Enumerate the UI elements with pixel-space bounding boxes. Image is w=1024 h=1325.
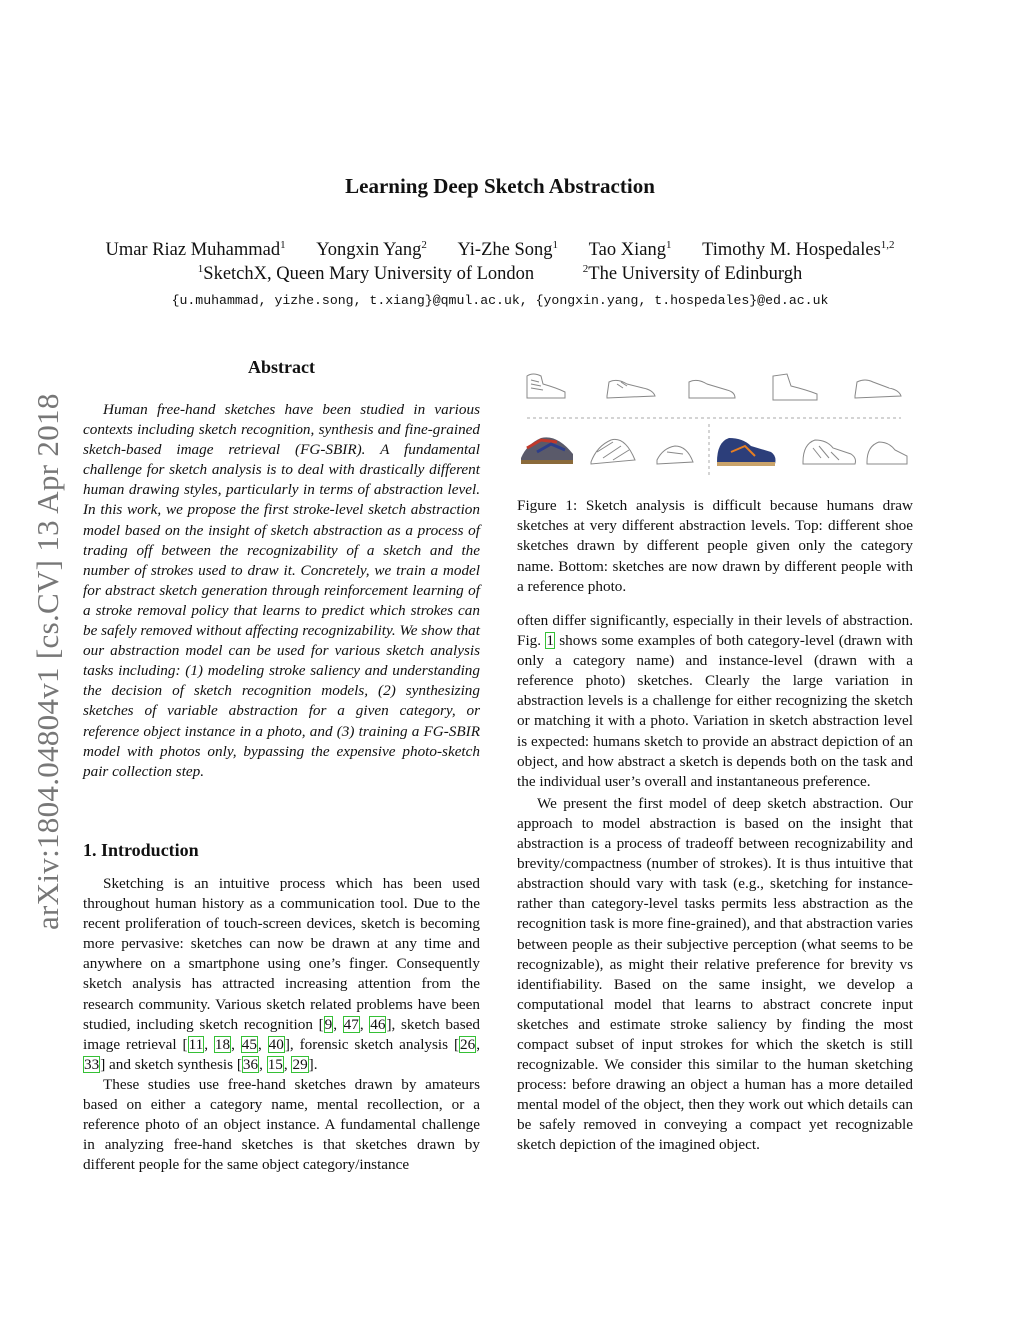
citation-link[interactable]: 9	[324, 1015, 333, 1033]
abstract-text	[83, 400, 480, 782]
author-list	[0, 240, 1000, 261]
photo-sneaker-icon	[717, 438, 776, 466]
author-4: Tao Xiang$^1$	[588, 238, 672, 260]
affiliations	[0, 264, 1000, 285]
intro-paragraph-3: often differ significantly, especially in their levels of abstraction. Fig. 1 shows some examples of both category-level (drawn with only a category name) and instance-level (drawn with a reference photo) sketches. Clearly the large variation in abstraction levels is a challenge for either recognizing the sketch or matching it with a photo. Variation in sketch abstraction level is expected: humans sketch to provide an abstract depiction of an object, and how abstract a sketch is depends both on the task and the individual user’s overall and instantaneous preference.	[517, 612, 913, 790]
citation-link[interactable]: 45	[241, 1035, 257, 1053]
intro-paragraph-2: These studies use free-hand sketches drawn by amateurs based on either a category name, mental recollection, or a reference photo of an object instance. A fundamental challenge in analyzing free-hand sketches is that sketches drawn by different people for the same object category/instance	[83, 1075, 480, 1174]
citation-link[interactable]: 18	[214, 1035, 231, 1053]
figure-reference-link[interactable]: 1	[546, 632, 554, 650]
citation-link[interactable]: 46	[370, 1015, 386, 1033]
intro-text	[83, 874, 480, 1175]
sketch-low-shoe-icon	[855, 380, 901, 398]
citation-link[interactable]: 11	[188, 1035, 204, 1053]
sketch-sneaker-icon	[607, 380, 655, 398]
abstract-paragraph: Human free-hand sketches have been studied in various contexts including sketch recognition, synthesis and fine-grained sketch-based image retrieval (FG-SBIR). A fundamental challenge for sketch analysis is to deal with drastically different human drawing styles, particularly in terms of abstraction level. In this work, we propose the first stroke-level sketch abstraction model based on the insight of sketch abstraction as a process of trading off between the recognizability of a sketch and the number of strokes used to draw it. Concretely, we train a model for abstract sketch generation through reinforcement learning of a stroke removal policy that learns to predict which strokes can be safely removed without affecting recognizability. We show that our abstraction model can be used for various sketch analysis tasks including: (1) modeling stroke saliency and understanding the decision of sketch recognition models, (2) synthesizing sketches of variable abstraction for a given category, or reference object instance in a photo, and (3) training a FG-SBIR model with photos only, bypassing the expensive photo-sketch pair collection step.	[83, 401, 480, 780]
citation-link[interactable]: 26	[460, 1035, 476, 1053]
citation-link[interactable]: 36	[242, 1055, 259, 1073]
intro-paragraph-4: We present the first model of deep sketch abstraction. Our approach to model abstraction is based on the insight that abstraction is a process of tradeoff between recognizability and brevity/compactness (number of strokes). It is thus intuitive that abstraction should vary with task (e.g., sketching for instance- rather than category-level tasks permits less abstraction as the recognition task is more fine-grained), and that abstraction varies between people as their subjective perception (what seems to be recognizable), as might their relative preference for brevity vs identifiability. Based on the same insight, we develop a computational model that learns to abstract concrete input sketches and estimate stroke saliency by finding the most compact subset of input strokes for which the sketch is still recognizable. We consider this similar to the human sketching process: before drawing an object a human has a more detailed mental model of the object, then they work out which details can be safely removed in conveying a compact yet recognizable sketch depiction of the imagined object.	[517, 794, 914, 1154]
sketch-sneaker-abstract-icon	[867, 442, 907, 464]
paper-title: Learning Deep Sketch Abstraction	[345, 174, 655, 198]
right-column-text	[517, 611, 913, 1156]
author-3: Yi-Zhe Song$^1$	[457, 238, 559, 260]
sketch-sneaker-detailed-icon	[803, 440, 856, 464]
author-1: Umar Riaz Muhammad$^1$	[105, 238, 286, 260]
sketch-boot-icon	[527, 374, 565, 398]
author-5: Timothy M. Hospedales$^{1,2}$	[702, 238, 895, 260]
arxiv-identifier: arXiv:1804.04804v1 [cs.CV] 13 Apr 2018	[30, 393, 65, 930]
citation-link[interactable]: 15	[267, 1055, 283, 1073]
citation-link[interactable]: 40	[268, 1035, 284, 1053]
author-2: Yongxin Yang$^2$	[316, 238, 427, 260]
intro-heading: 1. Introduction	[83, 840, 199, 860]
citation-link[interactable]: 29	[292, 1055, 308, 1073]
affiliation-2: $^2$The University of Edinburgh	[582, 262, 803, 284]
sketch-sandal-icon	[591, 439, 635, 464]
sketch-ankle-boot-icon	[773, 374, 817, 400]
photo-sandal-icon	[521, 437, 573, 464]
figure-1	[517, 368, 913, 480]
sketch-sandal-abstract-icon	[657, 446, 693, 464]
citation-link[interactable]: 33	[84, 1055, 100, 1073]
sketch-shoe-icon	[689, 380, 735, 398]
author-emails: {u.muhammad, yizhe.song, t.xiang}@qmul.ac.uk, {yongxin.yang, t.hospedales}@ed.ac.uk	[171, 293, 829, 308]
figure-1-image	[517, 368, 913, 480]
citation-link[interactable]: 47	[343, 1015, 359, 1033]
intro-paragraph-1: Sketching is an intuitive process which has been used throughout human history as a communication tool. Due to the recent proliferation of touch-screen devices, sketch is becoming more pervasive: sketches can now be drawn at any time and anywhere on a smartphone using one’s finger. Consequently sketch analysis has attracted increasing attention from the research community. Various sketch related problems have been studied, including sketch recognition [9, 47, 46], sketch based image retrieval [11, 18, 45, 40], forensic sketch analysis [26, 33] and sketch synthesis [36, 15, 29].	[83, 875, 481, 1073]
figure-1-caption: Figure 1: Sketch analysis is difficult because humans draw sketches at very different abstraction levels. Top: different shoe sketches drawn by different people given only the category name. Bottom: sketches are now drawn by different people with a reference photo.	[517, 497, 913, 595]
abstract-heading: Abstract	[248, 357, 315, 377]
affiliation-1: $^1$SketchX, Queen Mary University of London	[197, 262, 535, 284]
